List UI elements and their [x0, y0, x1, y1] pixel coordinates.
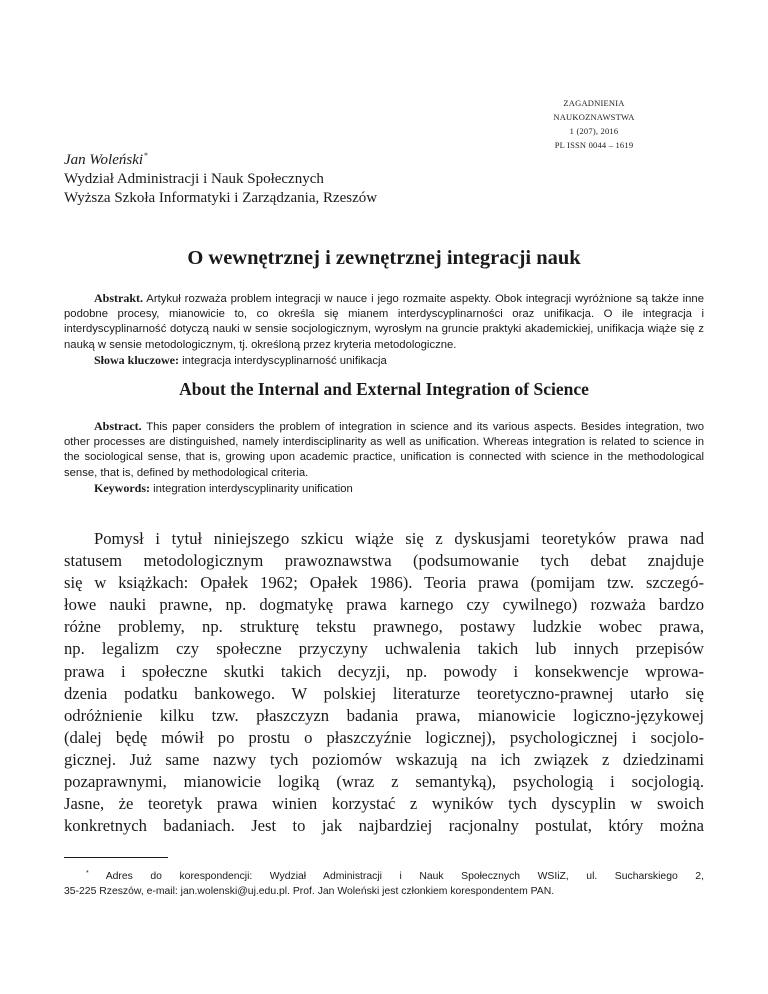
abstract-en-paragraph [64, 419, 704, 481]
body-line: prawa i społeczne skutki takich decyzji, np. powody i konsekwencje wprowa- [64, 661, 704, 681]
body-line: różne problemy, np. strukturę tekstu prawnego, postawy ludzkie wobec prawa, [64, 617, 704, 637]
keywords-pl: integracja interdyscyplinarność unifikacja [182, 354, 387, 367]
journal-name-line1: ZAGADNIENIA [563, 98, 625, 108]
paper-title-pl: O wewnętrznej i zewnętrznej integracji nauk [187, 247, 581, 269]
author-name-line [64, 146, 377, 170]
journal-name-line2: NAUKOZNAWSTWA [553, 112, 635, 122]
abstract-pl [64, 291, 704, 369]
footnote-mark: * [86, 870, 89, 877]
keywords-en-label: Keywords: [94, 480, 150, 495]
abstract-en-label: Abstract. [94, 419, 142, 433]
body-line: Jasne, że teoretyk prawa winien korzystać z wyników tych dyscyplin w swoich [64, 794, 704, 814]
body-line: statusem metodologicznym prawoznawstwa (podsumowanie tych debat znajduje [64, 551, 704, 571]
author-affiliation-2: Wyższa Szkoła Informatyki i Zarządzania, Rzeszów [64, 190, 378, 206]
abstract-pl-text: Artykuł rozważa problem integracji w nauce i jego rozmaite aspekty. Obok integracji wyróżnione są także inne podobne procesy, mianowicie to, co określa się mianem interdyscyplinarności oraz unifikacja. O ile integracja i interdyscyplinarność dotyczą nauki w sensie socjologicznym, wyrosłym na gruncie praktyki akademickiej, unifikacja wiąże się z nauką w sensie metodologicznym, tj. określoną przez kryteria metodologiczne. [64, 293, 705, 351]
body-line: Pomysł i tytuł niniejszego szkicu wiąże się z dyskusjami teoretyków prawa nad [94, 529, 704, 548]
abstract-en [64, 419, 704, 497]
footnote-line-1 [64, 866, 704, 884]
paper-title-en: About the Internal and External Integration of Science [179, 379, 589, 399]
body-line: pozaprawnymi, mianowicie logiką (wraz z semantyką), psychologią i socjologią. [64, 772, 704, 792]
keywords-en: integration interdyscyplinarity unification [153, 482, 353, 495]
footnote-rule [64, 857, 168, 858]
footnote-text-1: Adres do korespondencji: Wydział Administracji i Nauk Społecznych WSIiZ, ul. Sucharskiego 2, [105, 871, 704, 882]
abstract-pl-label: Abstrakt. [94, 291, 144, 305]
body-line: dzenia podatku bankowego. W polskiej literaturze teoretyczno-prawnej utarło się [64, 683, 704, 703]
body-line: (dalej będę mówił po prostu o płaszczyźnie logicznej), psychologicznej i socjolo- [64, 727, 704, 747]
author-footnote-mark: * [144, 151, 149, 160]
body-line: konkretnych badaniach. Jest to jak najbardziej racjonalny postulat, który można [64, 816, 704, 836]
body-line: łowe nauki prawne, np. dogmatykę prawa karnego czy cywilnego) rozważa bardzo [64, 595, 704, 615]
footnote-text-2: 35-225 Rzeszów, e-mail: jan.wolenski@uj.edu.pl. Prof. Jan Woleński jest członkiem korespondentem PAN. [64, 886, 555, 897]
keywords-pl-line [64, 353, 704, 369]
body-line: gicznej. Już same nazwy tych poziomów wskazują na ich związek z dziedzinami [64, 749, 704, 769]
body-line: odróżnienie kilku tzw. płaszczyzn badania prawa, mianowicie logiczno-językowej [64, 705, 704, 725]
author-block [64, 146, 377, 208]
body-line: np. legalizm czy społeczne przyczyny uchwalenia takich lub innych przepisów [64, 639, 704, 659]
journal-info [524, 96, 664, 152]
keywords-en-line [64, 481, 704, 497]
abstract-en-text: This paper considers the problem of integration in science and its various aspects. Besides integration, two other processes are distinguished, namely interdisciplinarity as well as unification. Whereas integration is related to science in the sociological sense, that is, growing upon academic practice, unification is connected with science in the methodological sense, that is, defined by methodological criteria. [64, 421, 704, 479]
journal-issue: 1 (207), 2016 [569, 126, 619, 136]
keywords-pl-label: Słowa kluczowe: [94, 352, 179, 367]
body-text [64, 528, 704, 837]
journal-issn: PL ISSN 0044 – 1619 [554, 140, 634, 150]
author-name: Jan Woleński [64, 152, 144, 168]
abstract-pl-paragraph [64, 291, 704, 353]
footnote [64, 866, 704, 899]
body-line: się w książkach: Opałek 1962; Opałek 1986). Teoria prawa (pomijam tzw. szczegó- [64, 573, 704, 593]
author-affiliation-1: Wydział Administracji i Nauk Społecznych [64, 171, 324, 187]
